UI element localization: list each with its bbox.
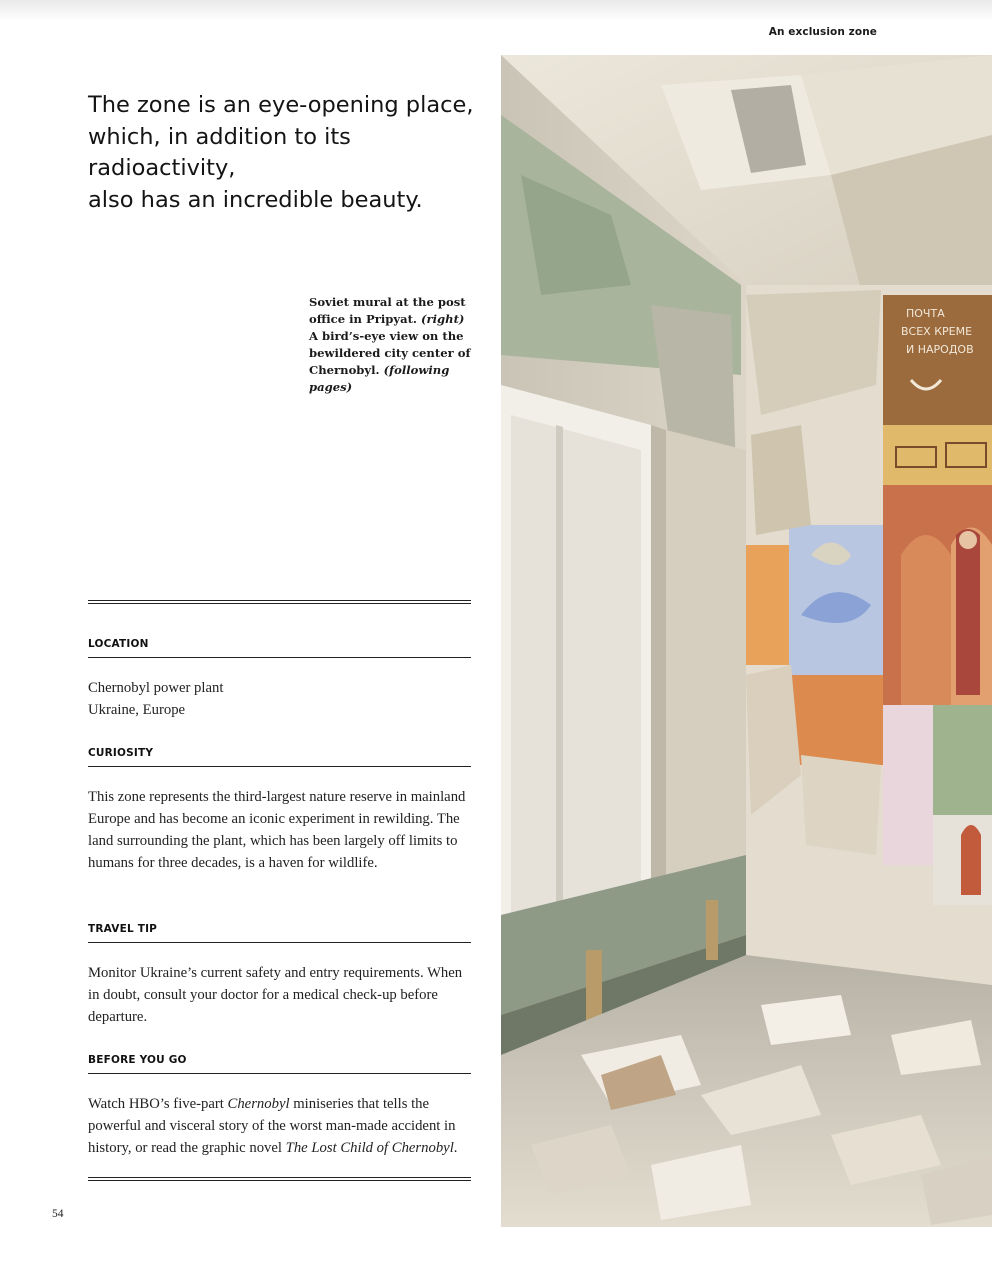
body-segment: Watch HBO’s five-part <box>88 1096 228 1112</box>
pull-quote-line: The zone is an eye-opening place, <box>88 92 474 118</box>
pull-quote-line: also has an incredible beauty. <box>88 186 423 213</box>
mural-text-line: И НАРОДОВ <box>906 343 974 356</box>
location-line: Ukraine, Europe <box>88 702 186 718</box>
novel-title: The Lost Child of Chernobyl <box>285 1140 454 1156</box>
mural-text-line: ПОЧТА <box>906 307 945 320</box>
pull-quote-line: which, in addition to its radioactivity, <box>88 123 351 181</box>
section-heading-curiosity: CURIOSITY <box>88 746 471 767</box>
double-rule-bottom <box>88 1177 471 1181</box>
body-segment: miniseries that tells the powerful and visceral story of the worst man-made accident in history, or read the graphic novel <box>88 1096 456 1156</box>
page-number: 54 <box>52 1208 64 1220</box>
mural-photo <box>501 55 992 1227</box>
section-heading-travel-tip: TRAVEL TIP <box>88 922 471 943</box>
caption-text: A bird’s-eye view on the bewildered city center of Chernobyl. <box>309 329 471 377</box>
section-heading-before-you-go: BEFORE YOU GO <box>88 1053 471 1074</box>
running-head: An exclusion zone <box>768 26 877 38</box>
caption-reference: (right) <box>421 312 465 326</box>
location-text <box>88 677 468 721</box>
mural-text-line: ВСЕХ КРЕМЕ <box>901 325 973 338</box>
page-top-shade <box>0 0 992 22</box>
series-title: Chernobyl <box>227 1096 290 1112</box>
body-segment: . <box>453 1140 458 1156</box>
before-you-go-text <box>88 1093 468 1159</box>
section-heading-location: LOCATION <box>88 637 471 658</box>
photo-caption <box>309 294 484 396</box>
travel-tip-text: Monitor Ukraine’s current safety and entry requirements. When in doubt, consult your doctor for a medical check-up before departure. <box>88 965 463 1025</box>
curiosity-text: This zone represents the third-largest nature reserve in mainland Europe and has become an iconic experiment in rewilding. The land surrounding the plant, which has been largely off limits to humans for three decades, is a haven for wildlife. <box>88 789 466 871</box>
mural-photo-illustration <box>501 55 992 1227</box>
caption-text: Soviet mural at the post office in Pripyat. <box>309 295 466 326</box>
double-rule-top <box>88 600 471 604</box>
pull-quote <box>88 90 488 216</box>
caption-reference: (following pages) <box>309 363 450 394</box>
location-line: Chernobyl power plant <box>88 680 224 696</box>
